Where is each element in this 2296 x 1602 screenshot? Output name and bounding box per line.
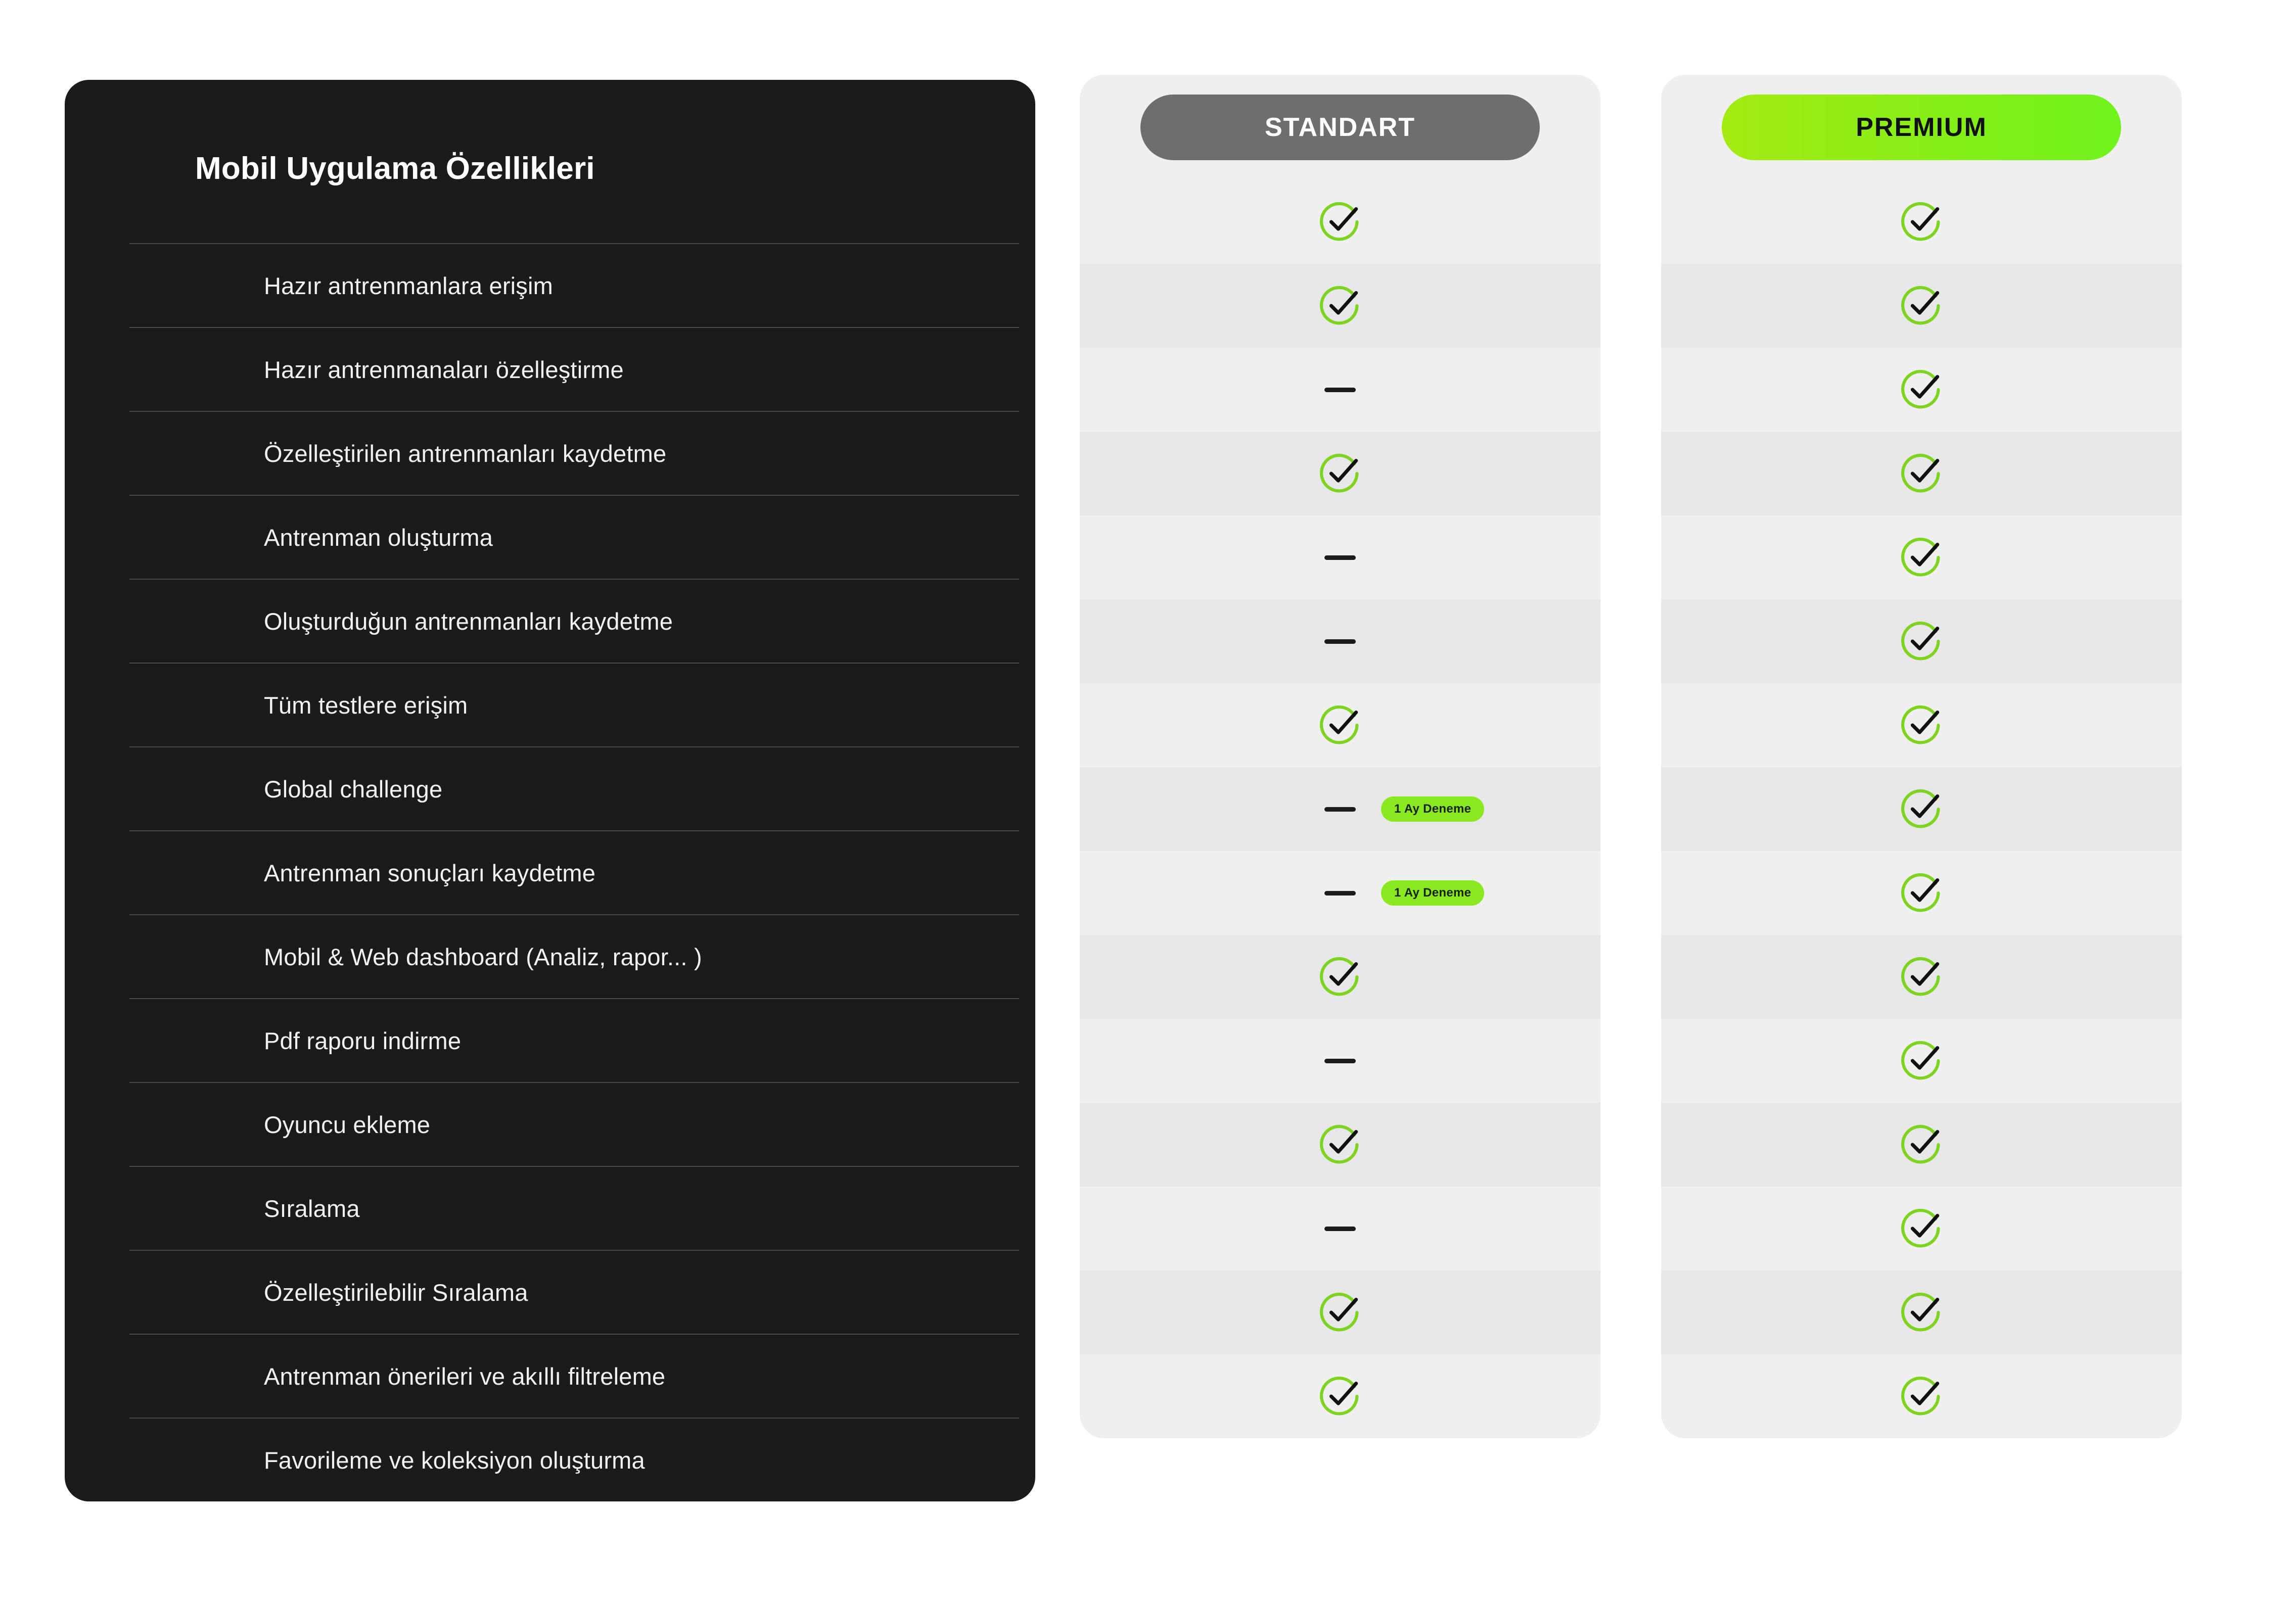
check-icon [1899,1122,1944,1167]
plan-badge-premium[interactable]: PREMIUM [1722,95,2121,160]
plan-header-premium [1661,75,2182,180]
check-icon [1899,200,1944,244]
table-row [129,746,1019,830]
check-icon [1318,1122,1362,1167]
feature-label: Antrenman önerileri ve akıllı filtreleme [264,1362,666,1390]
feature-label: Global challenge [264,775,443,803]
check-icon [1899,787,1944,831]
table-row [129,830,1019,914]
dash-icon [1324,807,1356,812]
trial-badge: 1 Ay Deneme [1381,796,1484,822]
plan-cell [1661,264,2182,348]
check-icon [1318,200,1362,244]
feature-label: Özelleştirilebilir Sıralama [264,1279,528,1306]
plan-column-standart [1080,75,1600,1438]
plan-cell [1661,767,2182,851]
check-icon [1899,1290,1944,1335]
plan-cell [1661,180,2182,264]
plan-cell [1661,1270,2182,1354]
check-icon [1318,955,1362,999]
check-icon [1899,367,1944,412]
plan-badge-standart[interactable]: STANDART [1140,95,1540,160]
feature-label: Hazır antrenmanaları özelleştirme [264,356,624,383]
plan-cell [1080,1103,1600,1187]
plan-cell [1661,348,2182,432]
table-row [129,495,1019,579]
dash-icon [1324,891,1356,896]
table-row [129,1166,1019,1250]
table-row [129,1082,1019,1166]
feature-label: Mobil & Web dashboard (Analiz, rapor... ) [264,943,702,970]
feature-label: Oluşturduğun antrenmanları kaydetme [264,607,673,635]
table-row [129,1418,1019,1501]
page-title: Mobil Uygulama Özellikleri [195,151,595,186]
table-row [129,1334,1019,1418]
plan-cells-standart [1080,180,1600,1438]
plan-cell [1080,180,1600,264]
feature-label: Özelleştirilen antrenmanları kaydetme [264,440,667,467]
dash-icon [1324,555,1356,560]
plan-cell [1080,1187,1600,1270]
feature-list [65,243,1035,1501]
feature-label: Favorileme ve koleksiyon oluşturma [264,1446,645,1474]
check-icon [1318,284,1362,328]
check-icon [1318,703,1362,747]
plan-cell [1080,515,1600,599]
plan-cell [1661,1019,2182,1103]
dash-icon [1324,1059,1356,1063]
check-icon [1318,1290,1362,1335]
table-row [129,579,1019,663]
check-icon [1899,284,1944,328]
plan-cell [1080,1354,1600,1438]
table-row [129,663,1019,746]
plan-cell [1080,348,1600,432]
dash-icon [1324,388,1356,392]
feature-label: Oyuncu ekleme [264,1111,431,1138]
plan-column-premium [1661,75,2182,1438]
plan-cell [1661,683,2182,767]
table-row [129,914,1019,998]
check-icon [1899,703,1944,747]
plan-cell [1661,599,2182,683]
check-icon [1899,1039,1944,1083]
plan-cell [1661,515,2182,599]
check-icon [1899,451,1944,496]
plan-header-standart [1080,75,1600,180]
plan-cell [1080,767,1600,851]
plan-cell [1080,935,1600,1019]
plan-cell [1661,935,2182,1019]
plan-cell [1080,264,1600,348]
plan-cell [1080,851,1600,935]
table-row [129,327,1019,411]
plan-cell [1080,1019,1600,1103]
check-icon [1899,955,1944,999]
plan-cell [1661,1187,2182,1270]
feature-label: Tüm testlere erişim [264,691,468,719]
plan-cell [1661,1103,2182,1187]
table-row [129,998,1019,1082]
check-icon [1899,1374,1944,1419]
feature-label: Sıralama [264,1195,360,1222]
plan-cell [1661,1354,2182,1438]
plan-cell [1080,1270,1600,1354]
feature-label: Antrenman sonuçları kaydetme [264,859,596,886]
plan-cell [1661,432,2182,515]
plan-cell [1080,432,1600,515]
dash-icon [1324,1227,1356,1231]
check-icon [1899,1206,1944,1251]
table-row [129,1250,1019,1334]
features-panel [65,80,1035,1501]
plan-cell [1080,683,1600,767]
feature-label: Antrenman oluşturma [264,524,493,551]
check-icon [1899,619,1944,664]
plan-cell [1661,851,2182,935]
feature-label: Pdf raporu indirme [264,1027,462,1054]
check-icon [1318,1374,1362,1419]
check-icon [1899,535,1944,580]
table-row [129,411,1019,495]
trial-badge: 1 Ay Deneme [1381,880,1484,906]
plan-cells-premium [1661,180,2182,1438]
table-row [129,243,1019,327]
check-icon [1318,451,1362,496]
feature-label: Hazır antrenmanlara erişim [264,272,553,299]
plan-cell [1080,599,1600,683]
check-icon [1899,871,1944,915]
dash-icon [1324,639,1356,644]
